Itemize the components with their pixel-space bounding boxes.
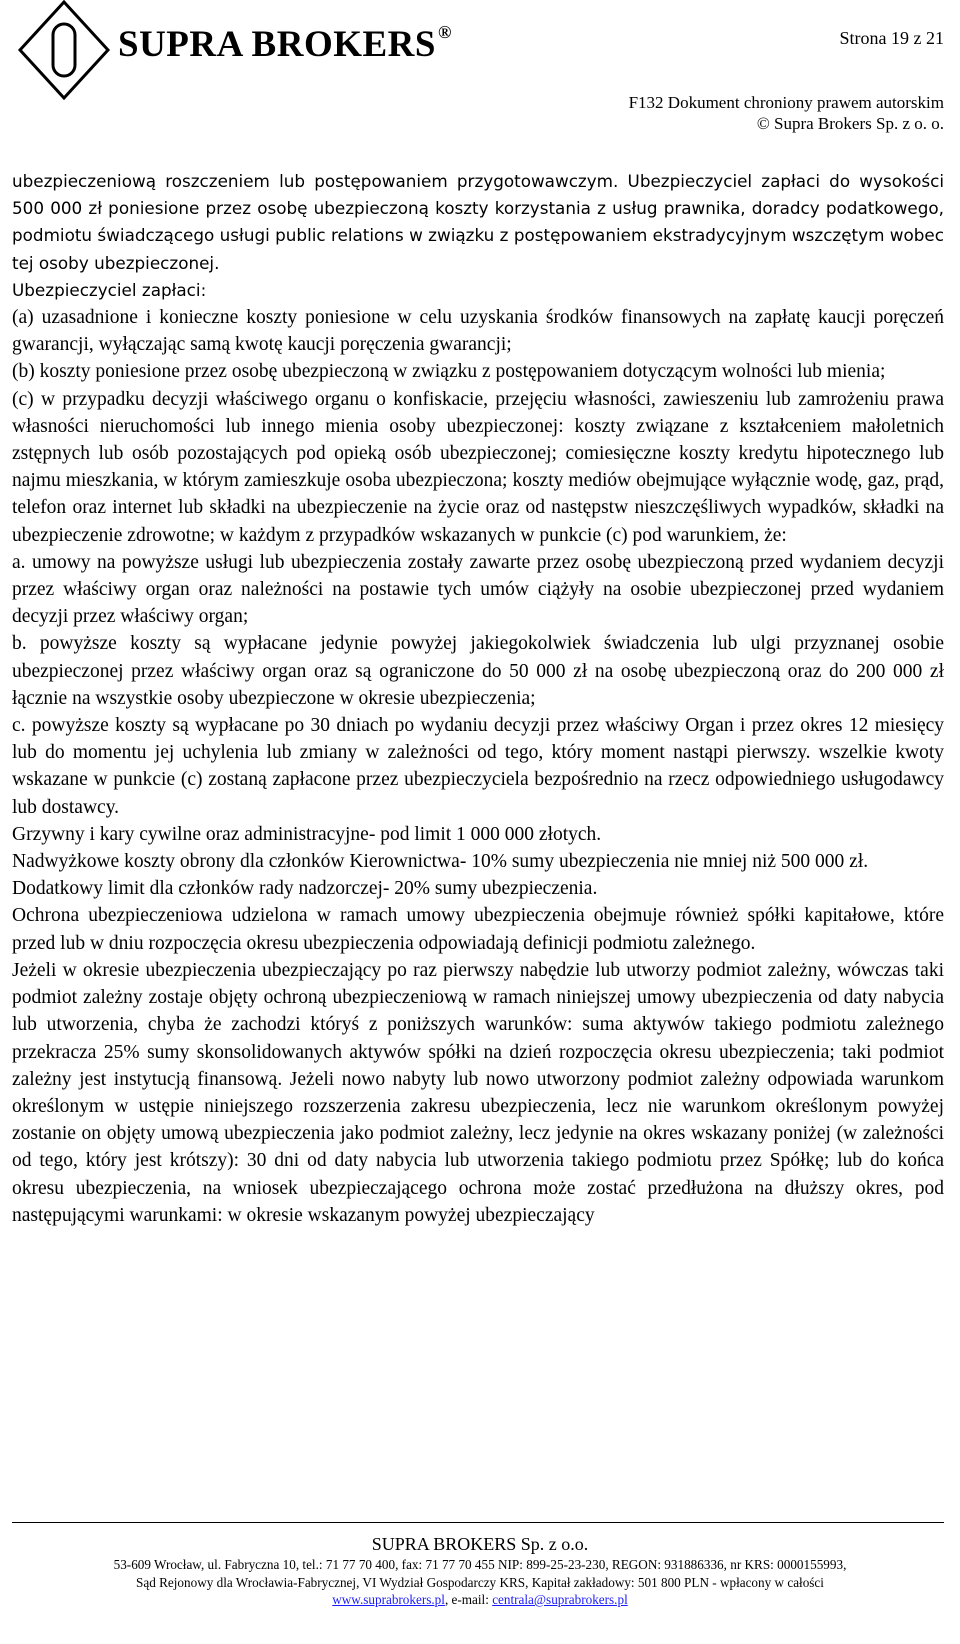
paragraph: Ubezpieczyciel zapłaci: (12, 279, 207, 300)
registered-mark: ® (437, 22, 452, 42)
paragraph: (c) w przypadku decyzji właściwego organu o konfiskacie, przejęciu własności, zawieszeniu lub zamrożeniu prawa własności nieruchomości lub innego mienia osoby ubezpieczonej: koszty związane z kształceniem małoletnich zstępnych lub osób pozostających pod opieką osób ubezpieczonej; comiesięczne koszty kredytu hipotecznego lub najmu mieszkania, w którym zamieszkuje osoba ubezpieczona; koszty mediów obejmujące wyłącznie wodę, gaz, prąd, telefon oraz internet lub składki na ubezpieczenie na życie oraz od następstw nieszczęśliwych wypadków, składki na ubezpieczenie zdrowotne; w każdym z przypadków wskazanych w punkcie (c) pod warunkiem, że: (12, 388, 944, 546)
paragraph: b. powyższe koszty są wypłacane jedynie powyżej jakiegokolwiek świadczenia lub ulgi przyznanej osobie ubezpieczonej przez właściwy organ oraz są ograniczone do 50 000 zł na osobę ubezpieczoną oraz do 200 000 zł łącznie na wszystkie osoby ubezpieczone w okresie ubezpieczenia; (12, 633, 944, 709)
document-body (12, 168, 944, 1229)
copyright-notice: © Supra Brokers Sp. z o. o. (756, 114, 944, 133)
email-link[interactable]: centrala@suprabrokers.pl (492, 1592, 628, 1607)
paragraph: ubezpieczeniową roszczeniem lub postępowaniem przygotowawczym. Ubezpieczyciel zapłaci do wysokości 500 000 zł poniesione przez osobę ubezpieczoną koszty korzystania z usług prawnika, doradcy podatkowego, podmiotu świadczącego usługi public relations w związku z postępowaniem ekstradycyjnym wszczętym wobec tej osoby ubezpieczonej. (12, 171, 944, 273)
supra-brokers-logo-icon (16, 0, 112, 100)
paragraph: Grzywny i kary cywilne oraz administracyjne- pod limit 1 000 000 złotych. (12, 823, 602, 845)
paragraph: c. powyższe koszty są wypłacane po 30 dniach po wydaniu decyzji przez właściwy Organ i przez okres 12 miesięcy lub do momentu jej uchylenia lub zmiany w zależności od tego, który moment nastąpi pierwszy. wszelkie kwoty wskazane w punkcie (c) zostaną zapłacone przez ubezpieczyciela bezpośrednio na rzecz odpowiedniego usługodawcy lub dostawcy. (12, 715, 944, 818)
page-header (0, 0, 960, 160)
paragraph: Ochrona ubezpieczeniowa udzielona w ramach umowy ubezpieczenia obejmuje również spółki kapitałowe, które przed lub w dniu rozpoczęcia okresu ubezpieczenia odpowiadają definicji podmiotu zależnego. (12, 905, 944, 954)
footer-address: 53-609 Wrocław, ul. Fabryczna 10, tel.: 71 77 70 400, fax: 71 77 70 455 NIP: 899-25-23-230, REGON: 931886336, nr KRS: 0000155993, (113, 1557, 847, 1572)
footer-court-info: Sąd Rejonowy dla Wrocławia-Fabrycznej, VI Wydział Gospodarczy KRS, Kapitał zakładowy: 501 800 PLN - wpłacony w całości (136, 1574, 824, 1590)
email-label: , e-mail: (444, 1592, 493, 1607)
paragraph: a. umowy na powyższe usługi lub ubezpieczenia zostały zawarte przez osobę ubezpieczoną przed wydaniem decyzji przez właściwy organ oraz należności na postawie tych umów ciążyły na osobie ubezpieczonej przed wydaniem decyzji przez właściwy organ; (12, 551, 944, 628)
brand-name: SUPRA BROKERS ® (118, 22, 452, 65)
footer-contact (0, 1591, 960, 1609)
page-number: Strona 19 z 21 (839, 28, 944, 48)
footer-divider (12, 1522, 944, 1523)
paragraph: Dodatkowy limit dla członków rady nadzorczej- 20% sumy ubezpieczenia. (12, 878, 598, 900)
paragraph: (a) uzasadnione i konieczne koszty poniesione w celu uzyskania środków finansowych na zapłatę kaucji poręczeń gwarancji, wyłączając samą kwotę kaucji poręczenia gwarancji; (12, 307, 944, 356)
paragraph: Jeżeli w okresie ubezpieczenia ubezpieczający po raz pierwszy nabędzie lub utworzy podmiot zależny, wówczas taki podmiot zależny zostaje objęty ochroną ubezpieczeniową w ramach niniejszej umowy ubezpieczenia od daty nabycia lub utworzenia, chyba że zachodzi któryś z poniższych warunków: suma aktywów takiego podmiotu zależnego przekracza 25% sumy skonsolidowanych aktywów spółki na dzień rozpoczęcia okresu ubezpieczenia; taki podmiot zależny jest instytucją finansową. Jeżeli nowo nabyty lub nowo utworzony podmiot zależny odpowiada warunkom określonym w ustępie niniejszego rozszerzenia zakresu ubezpieczenia, lecz nie warunkom określonym powyżej zostanie on objęty umową ubezpieczenia jako podmiot zależny, lecz jedynie na okres wskazany poniżej (w zależności od tego, który jest krótszy): 30 dni od daty nabycia lub utworzenia takiego podmiotu przez Spółkę; lub do końca okresu ubezpieczenia, na wniosek ubezpieczającego ochrona może zostać przedłużona na dłuższy okres, pod następującymi warunkami: w okresie wskazanym powyżej ubezpieczający (12, 959, 944, 1226)
paragraph: (b) koszty poniesione przez osobę ubezpieczoną w związku z postępowaniem dotyczącym wolności lub mienia; (12, 361, 886, 383)
document-id: F132 Dokument chroniony prawem autorskim (628, 93, 944, 112)
website-link[interactable]: www.suprabrokers.pl (332, 1592, 445, 1607)
footer-company: SUPRA BROKERS Sp. z o.o. (371, 1534, 589, 1554)
page-footer (0, 1528, 960, 1609)
paragraph: Nadwyżkowe koszty obrony dla członków Kierownictwa- 10% sumy ubezpieczenia nie mniej niż 500 000 zł. (12, 851, 869, 873)
